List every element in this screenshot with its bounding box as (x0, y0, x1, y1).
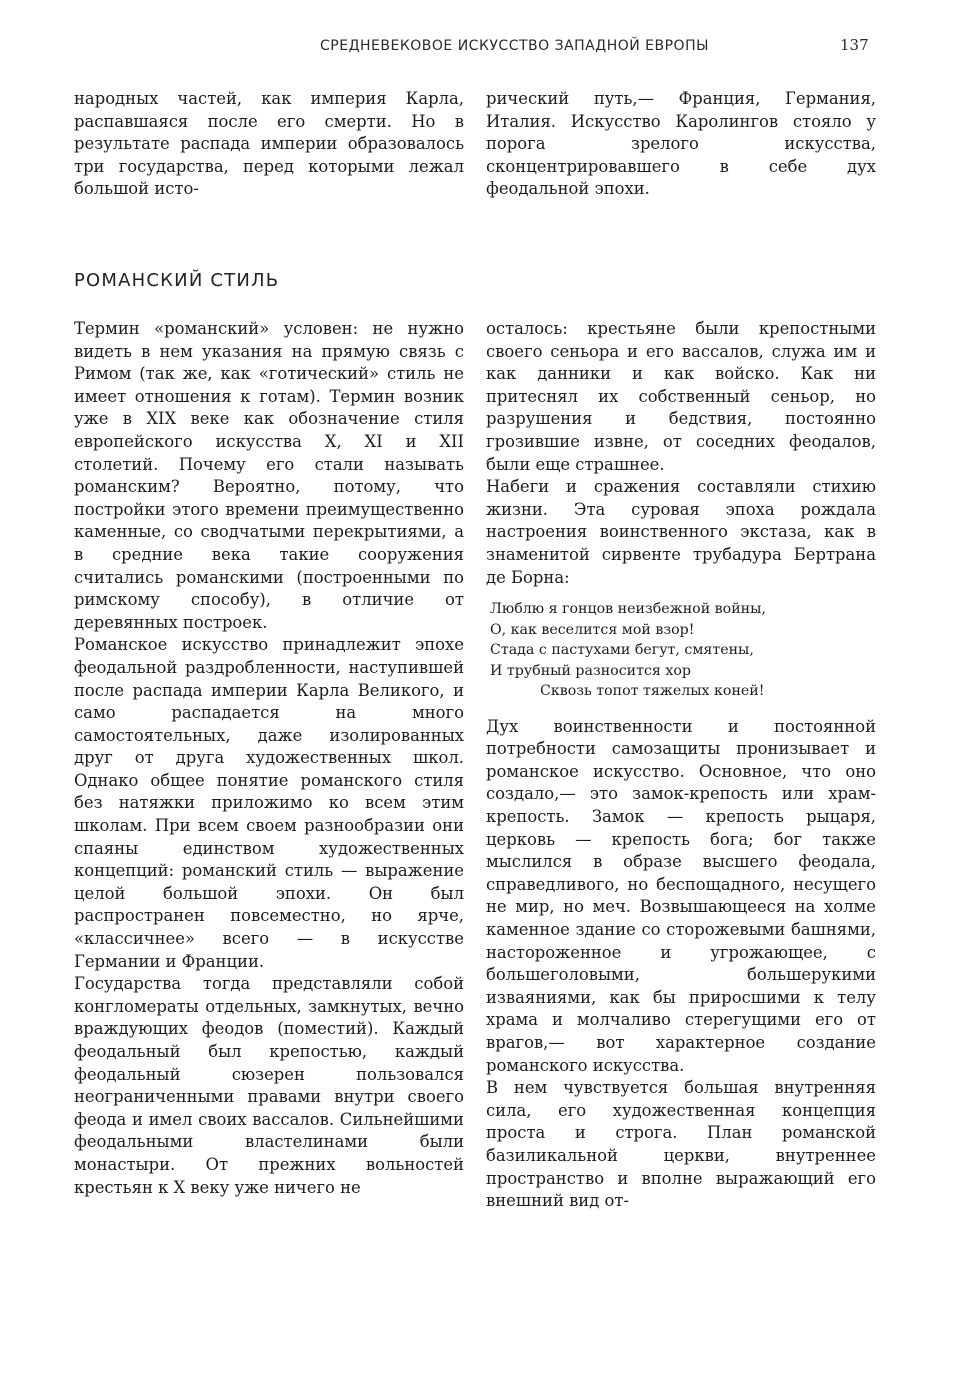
paragraph: Набеги и сражения составляли стихию жизни. Эта суровая эпоха рождала настроения воинственного экстаза, как в знаменитой сирвенте трубадура Бертрана де Борна: (486, 477, 876, 587)
poem-line: И трубный разносится хор (490, 662, 691, 679)
paragraph: Государства тогда представляли собой конгломераты отдельных, замкнутых, вечно враждующих феодов (поместий). Каждый феодальный был крепостью, каждый феодальный сюзерен пользовался неограниченными правами внутри своего феода и имел своих вассалов. Сильнейшими феодальными властелинами были монастыри. От прежних вольностей крестьян к X веку уже ничего не (74, 974, 464, 1197)
poem-line: Стада с пастухами бегут, смятены, (490, 642, 754, 659)
paragraph: осталось: крестьяне были крепостными своего сеньора и его вассалов, служа им и как данники и как войско. Как ни притеснял их собственный сеньор, но разрушения и бедствия, постоянно грозившие извне, от соседних феодалов, были еще страшнее. (486, 319, 876, 474)
main-left-column (74, 318, 464, 1199)
poem-line: Сквозь топот тяжелых коней! (540, 683, 765, 700)
poem-line: Люблю я гонцов неизбежной войны, (490, 601, 766, 618)
section-heading: РОМАНСКИЙ СТИЛЬ (74, 270, 280, 291)
top-right-column (486, 88, 876, 201)
paragraph: В нем чувствуется большая внутренняя сила, его художественная концепция проста и строга. План романской базиликальной церкви, внутреннее пространство и вполне выражающий его внешний вид от- (486, 1078, 876, 1211)
page-number: 137 (840, 36, 869, 54)
main-right-column (486, 318, 876, 1213)
paragraph: народных частей, как империя Карла, распавшаяся после его смерти. Но в результате распада империи образовалось три государства, перед которыми лежал большой исто- (74, 89, 464, 199)
paragraph: Термин «романский» условен: не нужно видеть в нем указания на прямую связь с Римом (так же, как «готический» стиль не имеет отношения к готам). Термин возник уже в XIX веке как обозначение стиля европейского искусства X, XI и XII столетий. Почему его стали называть романским? Вероятно, потому, что постройки этого времени преимущественно каменные, со сводчатыми перекрытиями, а в средние века такие сооружения считались романскими (построенными по римскому способу), в отличие от деревянных построек. (74, 319, 464, 632)
poem-line: О, как веселится мой взор! (490, 621, 695, 638)
running-title: СРЕДНЕВЕКОВОЕ ИСКУССТВО ЗАПАДНОЙ ЕВРОПЫ (320, 38, 709, 54)
paragraph: Романское искусство принадлежит эпохе феодальной раздробленности, наступившей после распада империи Карла Великого, и само распадается на много самостоятельных, даже изолированных друг от друга художественных школ. Однако общее понятие романского стиля без натяжки приложимо ко всем этим школам. При всем своем разнообразии они спаяны единством художественных концепций: романский стиль — выражение целой большой эпохи. Он был распространен повсеместно, но ярче, «классичнее» всего — в искусстве Германии и Франции. (74, 635, 464, 971)
paragraph: рический путь,— Франция, Германия, Италия. Искусство Каролингов стояло у порога зрелого искусства, сконцентрировавшего в себе дух феодальной эпохи. (486, 89, 876, 199)
top-left-column (74, 88, 464, 201)
paragraph: Дух воинственности и постоянной потребности самозащиты пронизывает и романское искусство. Основное, что оно создало,— это замок-крепость или храм-крепость. Замок — крепость рыцаря, церковь — крепость бога; бог также мыслился в образе высшего феодала, справедливого, но беспощадного, несущего не мир, но меч. Возвышающееся на холме каменное здание со сторожевыми башнями, настороженное и угрожающее, с большеголовыми, большерукими изваяниями, как бы приросшими к телу храма и молчаливо стерегущими его от врагов,— вот характерное создание романского искусства. (486, 716, 876, 1075)
poem-quote (490, 599, 876, 702)
